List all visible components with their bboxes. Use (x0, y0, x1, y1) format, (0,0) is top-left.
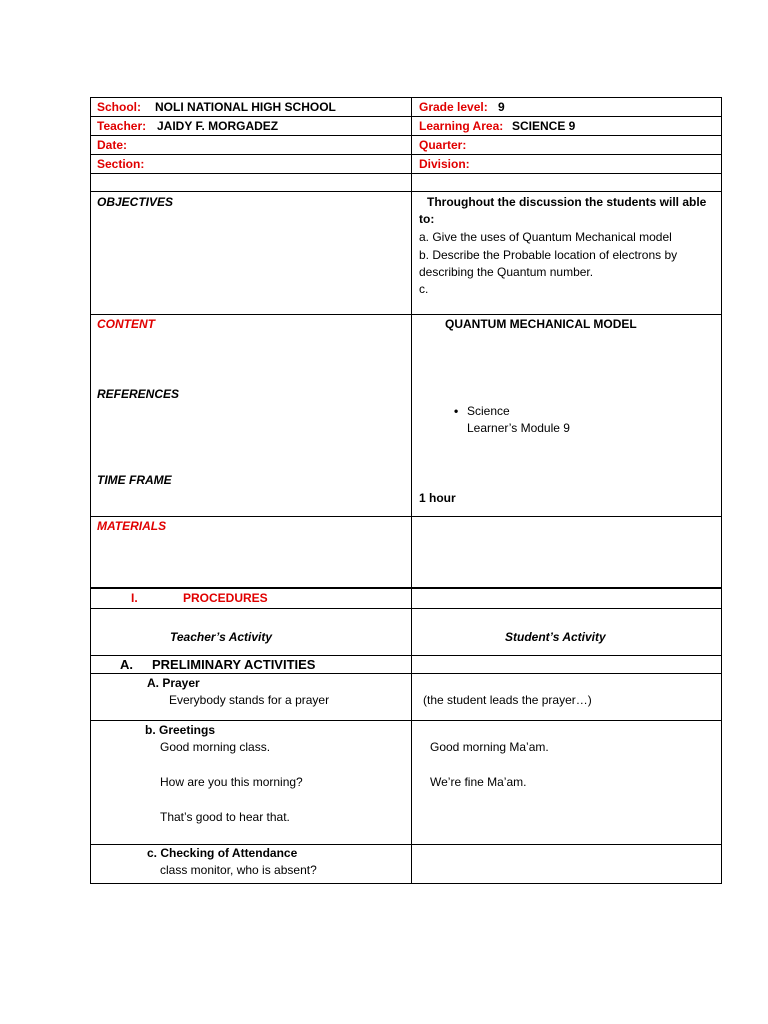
objectives-intro-cont: to: (419, 212, 435, 226)
greetings-label: b. Greetings (145, 723, 216, 737)
row-prayer (90, 673, 722, 720)
row-attendance (90, 844, 722, 884)
teacher-label: Teacher: (97, 119, 147, 133)
row-date (90, 135, 722, 154)
content-label: CONTENT (97, 317, 155, 331)
greeting-teacher-1: Good morning class. (160, 740, 271, 754)
preliminary-letter: A. (120, 657, 133, 672)
learning-area-label: Learning Area: (419, 119, 504, 133)
objective-a: a. Give the uses of Quantum Mechanical model (419, 230, 672, 244)
row-section (90, 154, 722, 173)
student-activity-heading: Student’s Activity (505, 630, 606, 644)
objective-b: b. Describe the Probable location of electrons by (419, 248, 678, 262)
row-teacher (90, 116, 722, 135)
greeting-teacher-3: That’s good to hear that. (160, 810, 290, 824)
references-label: REFERENCES (97, 387, 180, 401)
procedures-numeral: I. (131, 591, 138, 605)
quarter-label: Quarter: (419, 138, 467, 152)
prayer-label: A. Prayer (147, 676, 200, 690)
objective-c: c. (419, 282, 429, 296)
objectives-intro: Throughout the discussion the students will able (427, 195, 707, 209)
content-value: QUANTUM MECHANICAL MODEL (445, 317, 637, 331)
row-materials (90, 516, 722, 587)
table-bottom-border (90, 883, 722, 884)
school-label: School: (97, 100, 141, 114)
prayer-teacher: Everybody stands for a prayer (169, 693, 330, 707)
row-preliminary (90, 655, 722, 673)
attendance-label: c. Checking of Attendance (147, 846, 298, 860)
greeting-student-1: Good morning Ma’am. (430, 740, 549, 754)
learning-area-value: SCIENCE 9 (512, 119, 576, 133)
teacher-activity-heading: Teacher’s Activity (170, 630, 273, 644)
row-content (90, 314, 722, 516)
timeframe-label: TIME FRAME (97, 473, 172, 487)
objective-b-cont: describing the Quantum number. (419, 265, 594, 279)
row-objectives (90, 191, 722, 314)
greeting-student-2: We’re fine Ma’am. (430, 775, 527, 789)
teacher-value: JAIDY F. MORGADEZ (157, 119, 279, 133)
materials-label: MATERIALS (97, 519, 167, 533)
bullet-icon: • (454, 404, 459, 418)
greeting-teacher-2: How are you this morning? (160, 775, 303, 789)
row-spacer (90, 173, 722, 191)
procedures-label: PROCEDURES (183, 591, 268, 605)
school-value: NOLI NATIONAL HIGH SCHOOL (155, 100, 336, 114)
timeframe-value: 1 hour (419, 491, 456, 505)
reference-2: Learner’s Module 9 (467, 421, 570, 435)
division-label: Division: (419, 157, 470, 171)
prayer-student: (the student leads the prayer…) (423, 693, 592, 707)
row-school (90, 97, 722, 116)
row-greetings (90, 720, 722, 844)
attendance-teacher: class monitor, who is absent? (160, 863, 317, 877)
preliminary-label: PRELIMINARY ACTIVITIES (152, 657, 316, 672)
row-activity-headings (90, 608, 722, 655)
grade-label: Grade level: (419, 100, 488, 114)
reference-1: Science (467, 404, 510, 418)
section-label: Section: (97, 157, 145, 171)
objectives-label: OBJECTIVES (97, 195, 174, 209)
row-procedures (90, 587, 722, 608)
date-label: Date: (97, 138, 128, 152)
grade-value: 9 (498, 100, 505, 114)
